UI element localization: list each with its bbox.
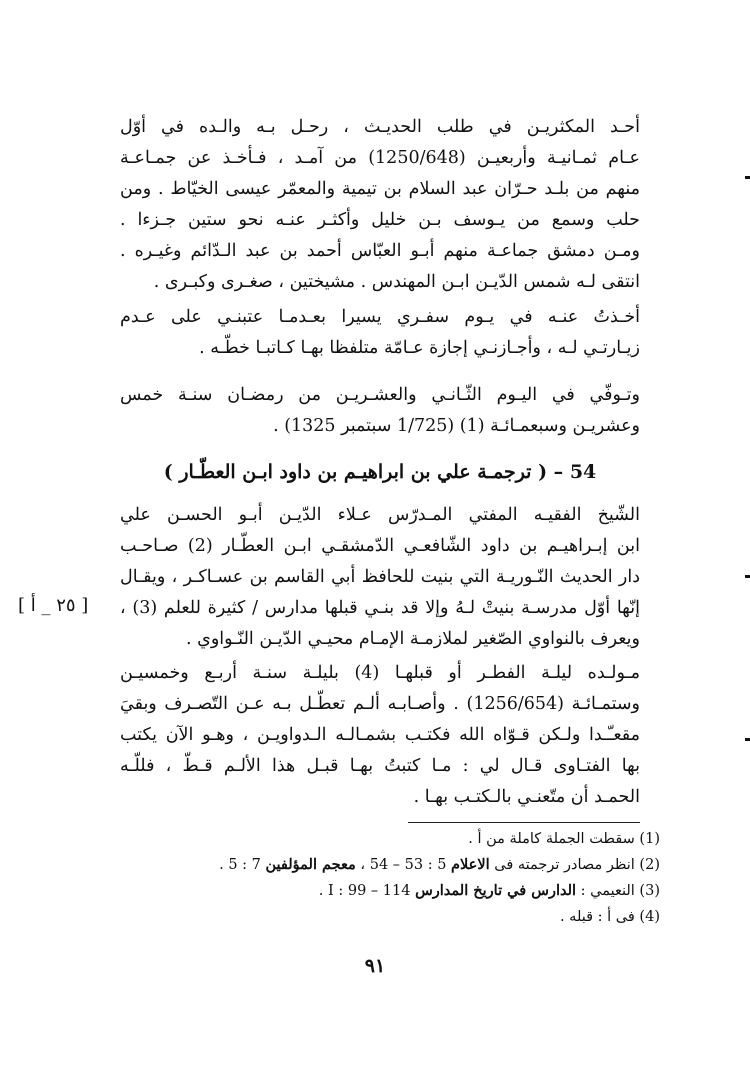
text-line: وعشريـن وسبعمـائـة (1) (1/725 سبتمبر 1325) .	[273, 416, 640, 436]
footnote-source-title: الدارس في تاريخ المدارس	[415, 882, 577, 899]
text-line: أحـد المكثريـن في طلب الحديـث ، رحـل بـه والـده في أوّل	[120, 117, 640, 137]
text-line: منهم من بلـد حـرّان عبد السلام بن تيمية والمعمّر عيسى الخيّاط . ومن	[120, 179, 640, 199]
text-line: إنّها أوّل مدرسـة بنيتْ لـهُ وإلا قد بنـي قبلها مدارس / كثيرة للعلم (3) ،	[120, 598, 640, 618]
text-line: مقعـّـدا ولـكن قـوّاه الله فكتـب بشمـالـه الـدواويـن ، وهـو الآن يكتب	[120, 725, 640, 745]
footnote-divider	[408, 822, 640, 823]
text-line: انتقى لـه شمس الدّيـن ابـن المهندس . مشيختين ، صغـرى وكبـرى .	[153, 272, 640, 292]
footnote-text: النعيمي :	[576, 883, 635, 899]
manuscript-folio-note: [ ٢٥ _ أ ]	[18, 595, 89, 616]
text-line: زيـارتـي لـه ، وأجـازنـي إجازة عـامّة متلفظا بهـا كـاتبـا خطّـه .	[199, 338, 640, 358]
text-line: ابن إبـراهيـم بن داود الشّافعـي الدّمشقـي ابـن العطّـار (2) صـاحـب	[120, 536, 640, 556]
footnote-4	[120, 904, 660, 930]
footnote-text: سقطت الجملة كاملة من أ .	[468, 831, 635, 847]
footnote-number: (3)	[639, 883, 660, 899]
edge-mark	[745, 176, 750, 179]
text-line: الشّيخ الفقيـه المفتي المـدرّس عـلاء الدّيـن أبـو الحسـن علي	[120, 505, 640, 525]
paragraph-2	[120, 302, 640, 364]
footnote-text: فى أ : قبله .	[559, 909, 635, 925]
text-line: بها الفتـاوى قـال لي : مـا كتبتُ بهـا قبـل هذا الألـم قـطّ ، فللّـه	[120, 756, 640, 776]
footnote-text: I : 99 – 114 .	[318, 883, 416, 899]
text-line: حلب وسمع من يـوسف بـن خليل وأكثـر عنـه نحو ستين جـزءا .	[120, 210, 640, 230]
text-line: مـولـده ليلـة الفطـر أو قبلهـا (4) بليلـة سنـة أربـع وخمسيـن	[120, 663, 640, 683]
text-line: عـام ثمـانيـة وأربعيـن (1250/648) من آمـد ، فـأخـذ عن جمـاعـة	[120, 148, 640, 168]
text-line: وستمـائـة (1256/654) . وأصـابـه ألـم تعطّـل بـه عـن التّصـرف وبقيَ	[120, 694, 640, 714]
entry-heading: 54 – ( ترجمـة علي بن ابراهيـم بن داود ابـن العطّـار )	[163, 461, 597, 483]
footnotes	[120, 826, 660, 930]
footnote-text: 7 : 5 .	[219, 857, 266, 873]
text-line: الحمـد أن متّعنـي بالـكتـب بهـا .	[413, 787, 640, 807]
text-line: ويعرف بالنواوي الصّغير لملازمـة الإمـام محيـي الدّيـن النّـواوي .	[186, 629, 640, 649]
paragraph-1	[120, 112, 640, 298]
page-number: ٩١	[364, 955, 386, 977]
footnote-number: (2)	[639, 857, 660, 873]
edge-mark	[745, 738, 750, 741]
paragraph-3	[120, 380, 640, 442]
footnote-source-title: معجم المؤلفين	[265, 856, 356, 873]
footnote-text: انظر مصادر ترجمته فى	[489, 857, 635, 873]
footnote-number: (1)	[639, 831, 660, 847]
edge-mark	[745, 575, 750, 578]
footnote-1	[120, 826, 660, 852]
text-line: ومـن دمشق جماعـة منهم أبـو العبّاس أحمد بن عبد الـدّائم وغيـره .	[120, 241, 640, 261]
paragraph-4	[120, 500, 640, 655]
paragraph-5	[120, 658, 640, 813]
footnote-text: 5 : 53 – 54 ،	[355, 857, 452, 873]
footnote-2	[120, 852, 660, 878]
footnote-source-title: الاعلام	[451, 856, 490, 873]
footnote-3	[120, 878, 660, 904]
footnote-number: (4)	[639, 909, 660, 925]
text-line: دار الحديث النّـوريـة التي بنيت للحافظ أبي القاسم بن عسـاكـر ، ويقـال	[120, 567, 640, 587]
text-line: وتـوفّي في اليـوم الثّـانـي والعشـريـن من رمضـان سنـة خمس	[120, 385, 640, 405]
text-line: أخـذتُ عنـه في يـوم سفـري يسيرا بعـدمـا عتبنـي على عـدم	[120, 307, 640, 327]
